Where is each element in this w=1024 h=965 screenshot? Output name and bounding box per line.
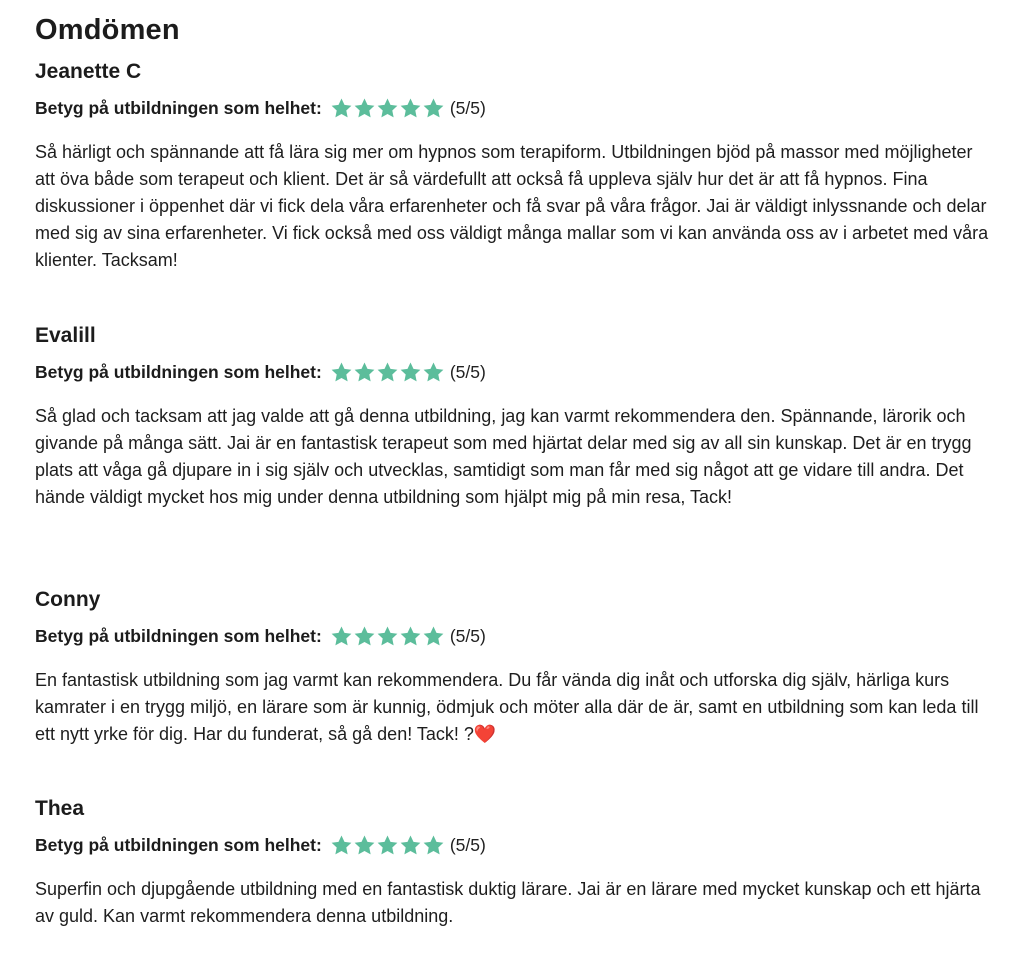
reviewer-name: Evalill bbox=[35, 324, 96, 347]
star-icon bbox=[399, 834, 422, 857]
rating-label: Betyg på utbildningen som helhet: bbox=[35, 98, 322, 118]
star-icon bbox=[376, 361, 399, 384]
review-text: Superfin och djupgående utbildning med en fantastisk duktig lärare. Jai är en lärare med mycket kunskap och ett hjärta av guld. Kan varmt rekommendera denna utbildning. bbox=[35, 879, 981, 926]
star-icon bbox=[422, 834, 445, 857]
review-item bbox=[35, 796, 995, 930]
star-rating bbox=[330, 97, 445, 120]
rating-row bbox=[35, 95, 995, 121]
rating-row bbox=[35, 832, 995, 858]
star-icon bbox=[353, 97, 376, 120]
review-text: Så glad och tacksam att jag valde att gå denna utbildning, jag kan varmt rekommendera den. Spännande, lärorik och givande på många sätt. Jai är en fantastisk terapeut som med hjärtat delar med sig av all sin kunskap. Det är en trygg plats att våga gå djupare in i sig själv och utvecklas, samtidigt som man får med sig något att ge vidare till andra. Det hände väldigt mycket hos mig under denna utbildning som hjälpt mig på min resa, Tack! bbox=[35, 406, 972, 507]
section-title: Omdömen bbox=[35, 14, 180, 46]
rating-row bbox=[35, 359, 995, 385]
reviewer-name: Conny bbox=[35, 588, 101, 611]
reviewer-name: Thea bbox=[35, 797, 85, 820]
review-text: Så härligt och spännande att få lära sig mer om hypnos som terapiform. Utbildningen bjöd på massor med möjligheter att öva både som terapeut och klient. Det är så värdefullt att också få uppleva själv hur det är att få hypnos. Fina diskussioner i öppenhet där vi fick dela våra erfarenheter och få svar på våra frågor. Jai är väldigt inlyssnande och delar med sig av sina erfarenheter. Vi fick också med oss väldigt många mallar som vi kan använda oss av i arbetet med våra klienter. Tacksam! bbox=[35, 142, 989, 270]
star-icon bbox=[376, 97, 399, 120]
star-icon bbox=[376, 834, 399, 857]
rating-label: Betyg på utbildningen som helhet: bbox=[35, 835, 322, 855]
review-item bbox=[35, 587, 995, 748]
rating-score: (5/5) bbox=[449, 835, 486, 855]
star-icon bbox=[376, 625, 399, 648]
star-icon bbox=[399, 97, 422, 120]
star-icon bbox=[330, 97, 353, 120]
rating-score: (5/5) bbox=[449, 626, 486, 646]
heart-emoji-icon: ❤️ bbox=[473, 724, 497, 744]
star-icon bbox=[353, 834, 376, 857]
review-text-content: En fantastisk utbildning som jag varmt kan rekommendera. Du får vända dig inåt och utforska dig själv, härliga kurs kamrater i en trygg miljö, en lärare som är kunnig, ödmjuk och möter alla där de är, samt en utbildning som kan leda till ett nytt yrke för dig. Har du funderat, så gå den! Tack! ? bbox=[35, 670, 979, 744]
star-rating bbox=[330, 361, 445, 384]
star-icon bbox=[353, 361, 376, 384]
star-rating bbox=[330, 834, 445, 857]
star-rating bbox=[330, 625, 445, 648]
rating-row bbox=[35, 623, 995, 649]
star-icon bbox=[422, 625, 445, 648]
rating-score: (5/5) bbox=[449, 362, 486, 382]
star-icon bbox=[399, 625, 422, 648]
star-icon bbox=[330, 834, 353, 857]
star-icon bbox=[353, 625, 376, 648]
star-icon bbox=[422, 361, 445, 384]
review-text bbox=[35, 667, 995, 748]
star-icon bbox=[399, 361, 422, 384]
star-icon bbox=[330, 361, 353, 384]
review-item bbox=[35, 323, 995, 511]
star-icon bbox=[422, 97, 445, 120]
review-item bbox=[35, 59, 995, 274]
rating-label: Betyg på utbildningen som helhet: bbox=[35, 362, 322, 382]
reviewer-name: Jeanette C bbox=[35, 60, 142, 83]
rating-score: (5/5) bbox=[449, 98, 486, 118]
rating-label: Betyg på utbildningen som helhet: bbox=[35, 626, 322, 646]
star-icon bbox=[330, 625, 353, 648]
